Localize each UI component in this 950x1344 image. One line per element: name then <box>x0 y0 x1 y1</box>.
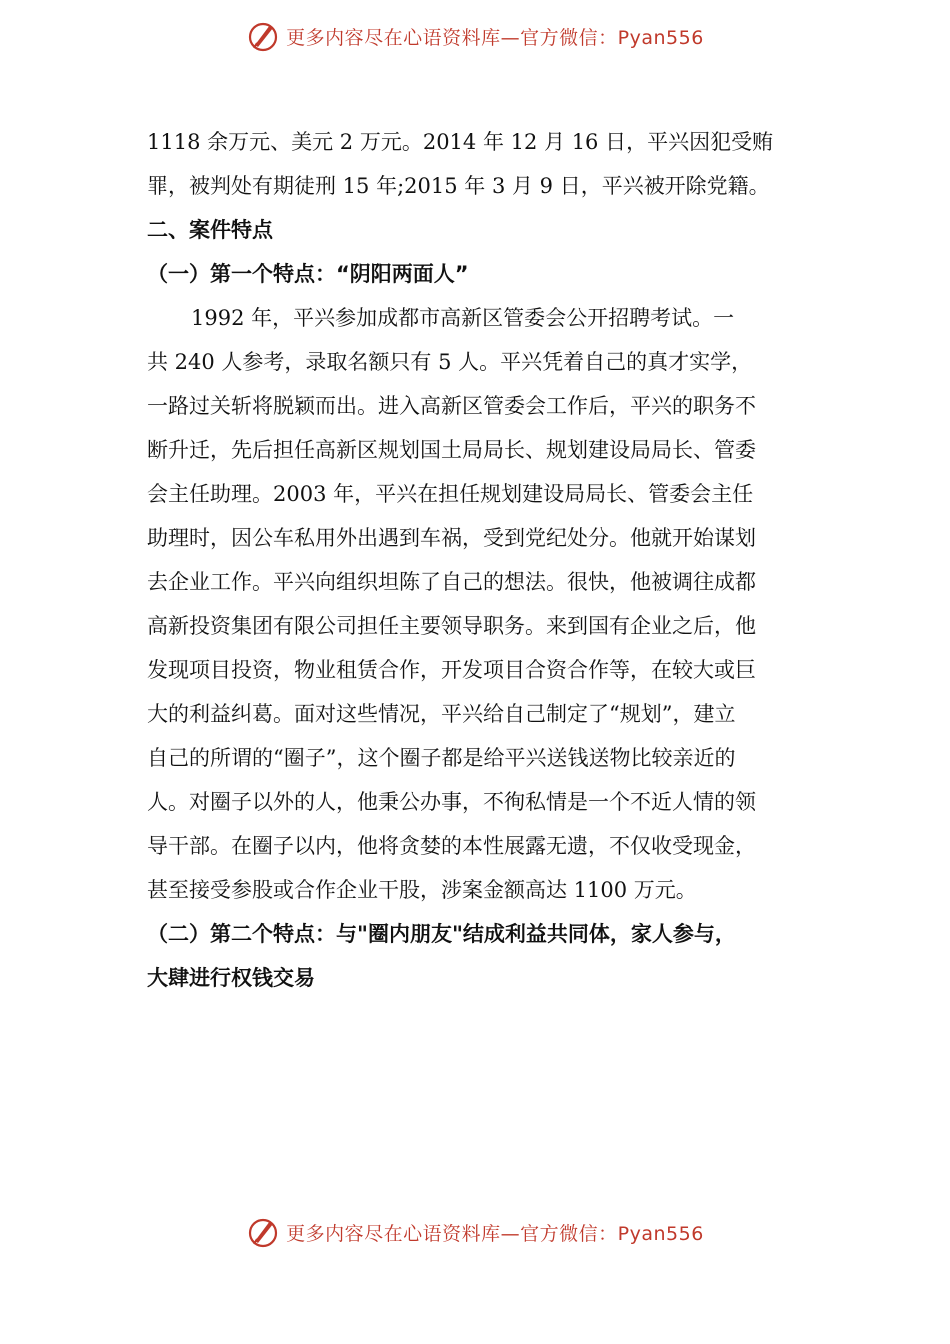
body-line: 甚至接受参股或合作企业干股，涉案金额高达 1100 万元。 <box>147 878 697 902</box>
subsection-heading: （一）第一个特点：“阴阳两面人” <box>147 262 469 286</box>
quill-logo-icon <box>246 1215 280 1249</box>
body-line: 一路过关斩将脱颖而出。进入高新区管委会工作后，平兴的职务不 <box>147 394 756 418</box>
document-body <box>147 120 827 1000</box>
watermark-text: 更多内容尽在心语资料库—官方微信：Pyan556 <box>286 1222 704 1245</box>
watermark-banner-top <box>0 16 950 56</box>
body-line: 自己的所谓的“圈子”，这个圈子都是给平兴送钱送物比较亲近的 <box>147 746 736 770</box>
body-line: 助理时，因公车私用外出遇到车祸，受到党纪处分。他就开始谋划 <box>147 526 756 550</box>
body-line: 1118 余万元、美元 2 万元。2014 年 12 月 16 日，平兴因犯受贿 <box>147 130 774 154</box>
watermark-banner-bottom <box>0 1212 950 1252</box>
section-heading: 二、案件特点 <box>147 218 273 242</box>
body-line: 断升迁，先后担任高新区规划国土局局长、规划建设局局长、管委 <box>147 438 756 462</box>
body-line: 1992 年，平兴参加成都市高新区管委会公开招聘考试。一 <box>191 306 735 330</box>
body-line: 罪，被判处有期徒刑 15 年;2015 年 3 月 9 日，平兴被开除党籍。 <box>147 174 770 198</box>
body-line: 共 240 人参考，录取名额只有 5 人。平兴凭着自己的真才实学， <box>147 350 753 374</box>
quill-logo-icon <box>246 19 280 53</box>
body-line: 高新投资集团有限公司担任主要领导职务。来到国有企业之后，他 <box>147 614 756 638</box>
body-line: 导干部。在圈子以内，他将贪婪的本性展露无遗，不仅收受现金， <box>147 834 756 858</box>
body-line: 去企业工作。平兴向组织坦陈了自己的想法。很快，他被调往成都 <box>147 570 756 594</box>
watermark-text: 更多内容尽在心语资料库—官方微信：Pyan556 <box>286 26 704 49</box>
body-line: 会主任助理。2003 年，平兴在担任规划建设局局长、管委会主任 <box>147 482 754 506</box>
subsection-heading-continued: 大肆进行权钱交易 <box>147 966 315 990</box>
body-line: 大的利益纠葛。面对这些情况，平兴给自己制定了“规划”，建立 <box>147 702 736 726</box>
body-line: 人。对圈子以外的人，他秉公办事，不徇私情是一个不近人情的领 <box>147 790 756 814</box>
subsection-heading: （二）第二个特点：与"圈内朋友"结成利益共同体，家人参与， <box>147 922 736 946</box>
body-line: 发现项目投资，物业租赁合作，开发项目合资合作等，在较大或巨 <box>147 658 756 682</box>
